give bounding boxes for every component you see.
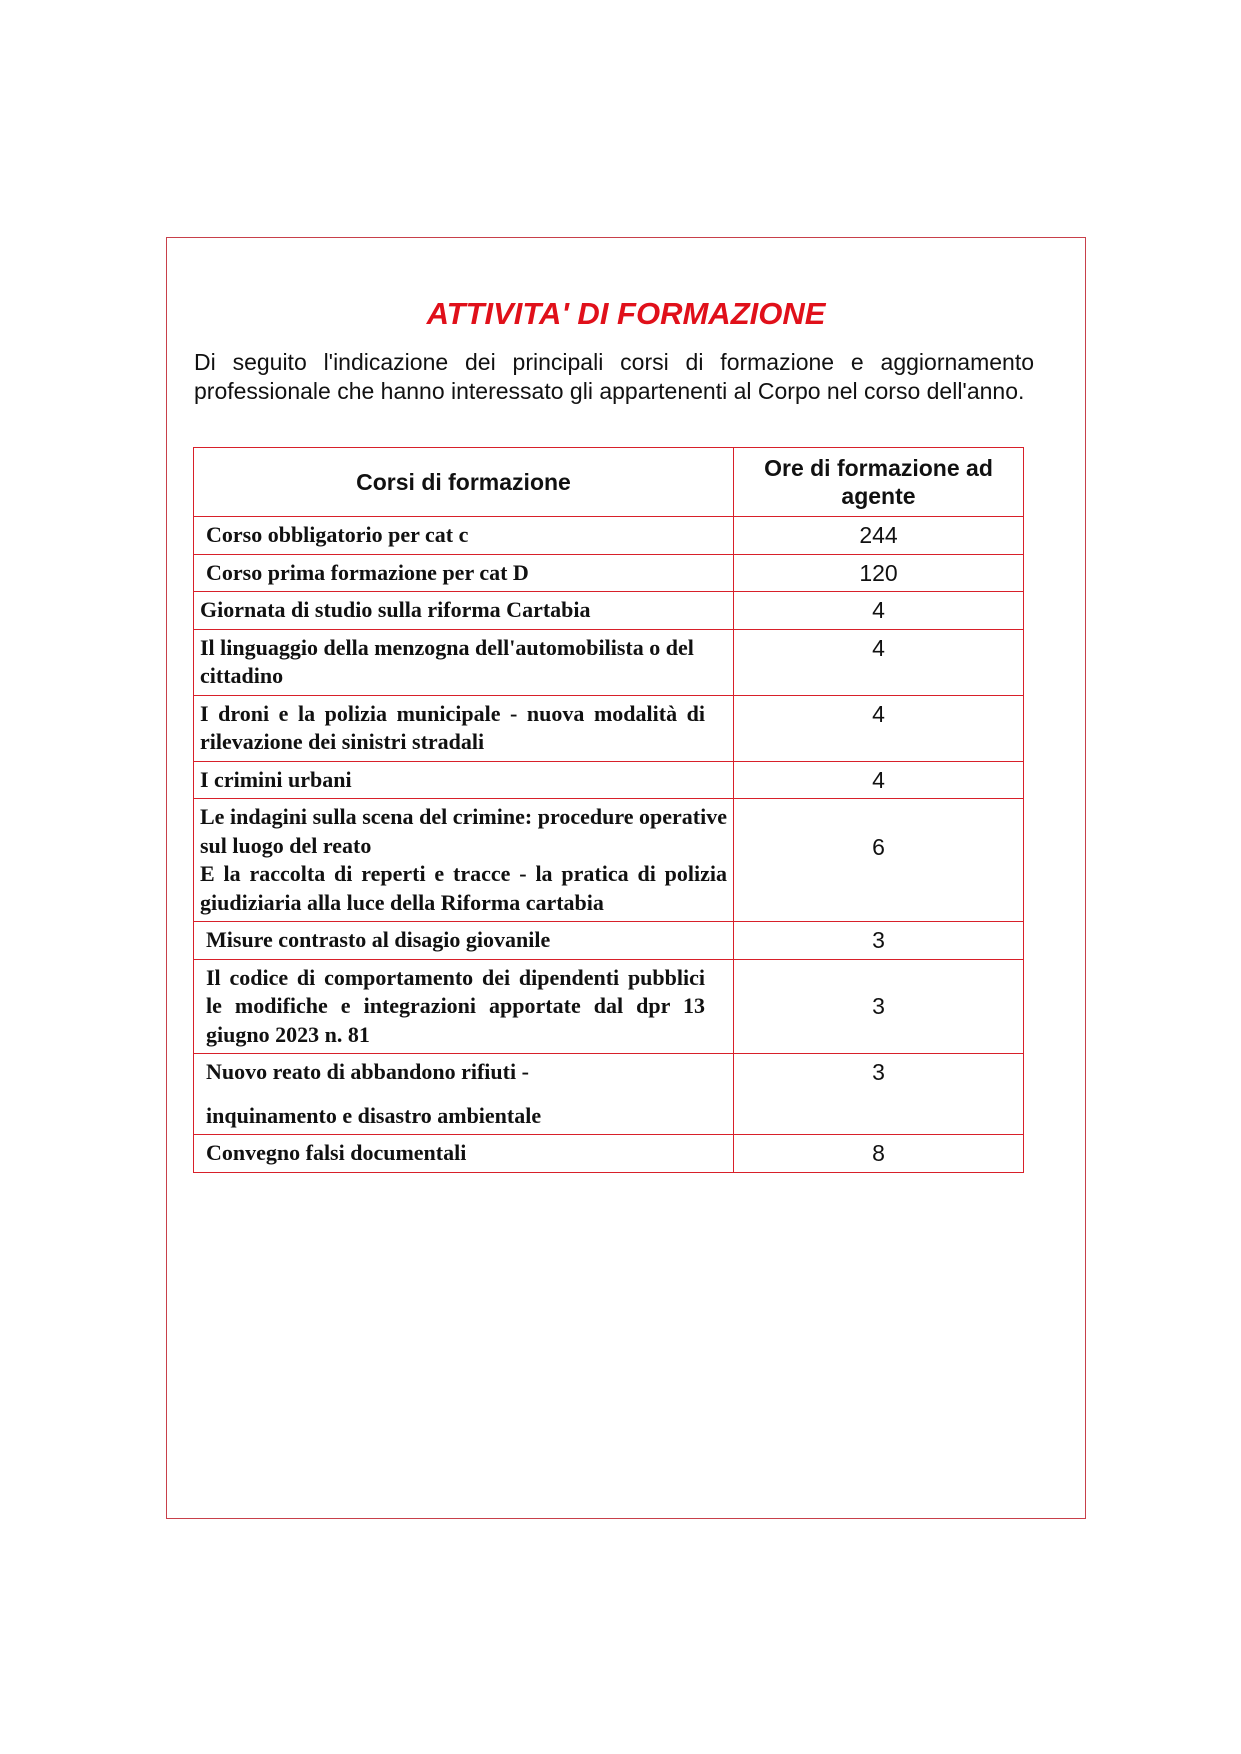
course-name: Il codice di comportamento dei dipendenti pubblici le modifiche e integrazioni apportate dal dpr 13 giugno 2023 n. 81: [194, 959, 734, 1054]
table-row: [194, 554, 1024, 592]
course-name-line1: Le indagini sulla scena del crimine: procedure operative sul luogo del reato: [200, 804, 727, 858]
table-row: [194, 629, 1024, 695]
course-hours: 4: [734, 629, 1024, 695]
course-hours: 244: [734, 517, 1024, 555]
course-name-line2: E la raccolta di reperti e tracce - la pratica di polizia giudiziaria alla luce della Riforma cartabia: [200, 861, 727, 915]
header-hours: Ore di formazione ad agente: [734, 448, 1024, 517]
table-row: [194, 922, 1024, 960]
page-title: ATTIVITA' DI FORMAZIONE: [426, 296, 826, 331]
table-header-row: [194, 448, 1024, 517]
table-row: [194, 592, 1024, 630]
table-row: [194, 959, 1024, 1054]
course-hours: 4: [734, 695, 1024, 761]
header-courses: Corsi di formazione: [194, 448, 734, 517]
training-table: [193, 447, 1024, 1173]
course-name: Corso obbligatorio per cat c: [194, 517, 734, 555]
course-hours: 6: [734, 799, 1024, 922]
course-name-line1: Nuovo reato di abbandono rifiuti -: [206, 1059, 529, 1084]
course-name-line2: inquinamento e disastro ambientale: [206, 1102, 542, 1128]
course-hours: 120: [734, 554, 1024, 592]
course-name: Giornata di studio sulla riforma Cartabia: [194, 592, 734, 630]
table-row: [194, 695, 1024, 761]
table-row: [194, 761, 1024, 799]
course-hours: 4: [734, 761, 1024, 799]
course-hours: 4: [734, 592, 1024, 630]
course-name: I droni e la polizia municipale - nuova modalità di rilevazione dei sinistri stradali: [194, 695, 734, 761]
course-hours: 3: [734, 1054, 1024, 1135]
table-row: [194, 1054, 1024, 1135]
course-name: I crimini urbani: [194, 761, 734, 799]
intro-paragraph: Di seguito l'indicazione dei principali corsi di formazione e aggiornamento professionale che hanno interessato gli appartenenti al Corpo nel corso dell'anno.: [194, 349, 1034, 404]
table-row: [194, 1135, 1024, 1173]
course-name: Convegno falsi documentali: [194, 1135, 734, 1173]
table-row: [194, 799, 1024, 922]
table-row: [194, 517, 1024, 555]
course-name: [194, 1054, 734, 1135]
course-name: Misure contrasto al disagio giovanile: [194, 922, 734, 960]
course-name: Corso prima formazione per cat D: [194, 554, 734, 592]
course-name: Il linguaggio della menzogna dell'automobilista o del cittadino: [194, 629, 734, 695]
course-hours: 3: [734, 922, 1024, 960]
course-hours: 3: [734, 959, 1024, 1054]
course-name: [194, 799, 734, 922]
course-hours: 8: [734, 1135, 1024, 1173]
